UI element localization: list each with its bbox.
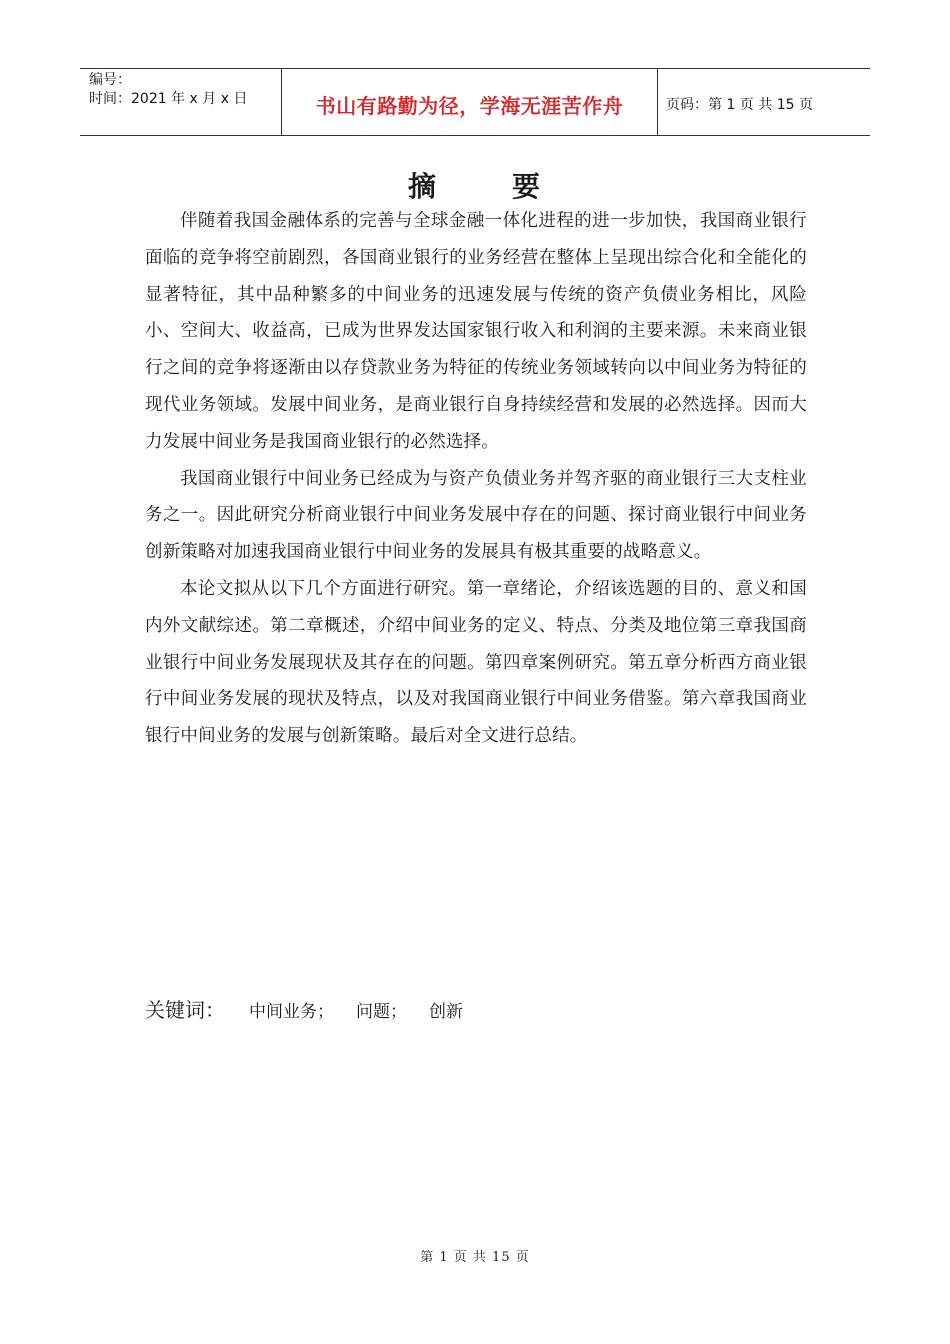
header-page-info: 页码：第 1 页 共 15 页	[666, 97, 813, 113]
header-motto: 书山有路勤为径，学海无涯苦作舟	[315, 93, 624, 118]
abstract-paragraph-1: 伴随着我国金融体系的完善与全球金融一体化进程的进一步加快，我国商业银行面临的竞争将空前剧烈，各国商业银行的业务经营在整体上呈现出综合化和全能化的显著特征，其中品种繁多的中间业务的迅速发展与传统的资产负债业务相比，风险小、空间大、收益高，已成为世界发达国家银行收入和利润的主要来源。未来商业银行之间的竞争将逐渐由以存贷款业务为特征的传统业务领域转向以中间业务为特征的现代业务领域。发展中间业务，是商业银行自身持续经营和发展的必然选择。因而大力发展中间业务是我国商业银行的必然选择。	[145, 211, 807, 452]
abstract-paragraph-2: 我国商业银行中间业务已经成为与资产负债业务并驾齐驱的商业银行三大支柱业务之一。因此研究分析商业银行中间业务发展中存在的问题、探讨商业银行中间业务创新策略对加速我国商业银行中间业务的发展具有极其重要的战略意义。	[145, 468, 807, 563]
keywords-label: 关键词：	[145, 998, 225, 1022]
page-header	[80, 68, 870, 136]
page-footer: 第 1 页 共 15 页	[420, 1250, 530, 1265]
document-time: 时间：2021 年 x 月 x 日	[89, 91, 248, 107]
abstract-title-char-1: 摘	[407, 170, 438, 203]
keyword-item: 中间业务；	[249, 1002, 334, 1022]
keyword-item: 问题；	[356, 1002, 407, 1022]
abstract-body	[145, 203, 807, 755]
header-meta	[80, 69, 282, 135]
keywords-line	[145, 994, 485, 1023]
keyword-item: 创新	[429, 1002, 463, 1022]
abstract-title-char-2: 要	[512, 170, 543, 203]
abstract-paragraph-3: 本论文拟从以下几个方面进行研究。第一章绪论，介绍该选题的目的、意义和国内外文献综述。第二章概述，介绍中间业务的定义、特点、分类及地位第三章我国商业银行中间业务发展现状及其存在的问题。第四章案例研究。第五章分析西方商业银行中间业务发展的现状及特点，以及对我国商业银行中间业务借鉴。第六章我国商业银行中间业务的发展与创新策略。最后对全文进行总结。	[145, 578, 807, 747]
header-motto-cell	[282, 69, 658, 135]
header-page-info-cell	[658, 69, 870, 135]
document-number-label: 编号：	[89, 72, 131, 88]
abstract-title	[0, 165, 950, 205]
